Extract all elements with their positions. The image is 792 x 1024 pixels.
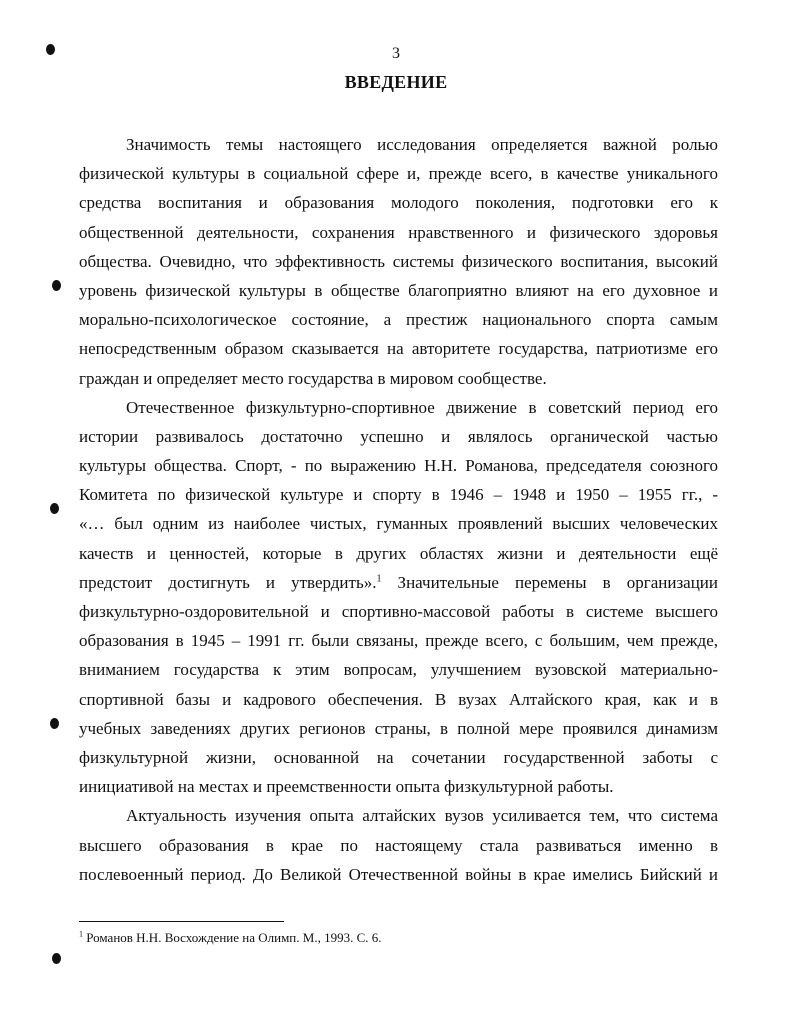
text-line: «… был одним из наиболее чистых, гуманных проявлений высших человеческих bbox=[79, 514, 718, 534]
text-line: общественной деятельности, сохранения нравственного и физического здоровья bbox=[79, 222, 718, 242]
text-line: вниманием государства к этим вопросам, улучшением вузовской материально- bbox=[79, 660, 718, 680]
text-line: Отечественное физкультурно-спортивное движение в советский период его bbox=[126, 397, 718, 417]
text-line: физической культуры в социальной сфере и, прежде всего, в качестве уникального bbox=[79, 164, 718, 184]
text-line: истории развивалось достаточно успешно и являлось органической частью bbox=[79, 426, 718, 446]
text-line: учебных заведениях других регионов страны, в полной мере проявился динамизм bbox=[79, 718, 718, 738]
text-line: Значимость темы настоящего исследования определяется важной ролью bbox=[126, 135, 718, 154]
text-line: спортивной базы и кадрового обеспечения. В вузах Алтайского края, как и в bbox=[79, 689, 718, 709]
sentence-start: Значительные перемены в организации bbox=[397, 572, 719, 592]
footnote-number: 1 bbox=[79, 929, 83, 939]
text-line: морально-психологическое состояние, а престиж национального спорта самым bbox=[79, 310, 718, 330]
text-line: уровень физической культуры в обществе благоприятно влияют на его духовное и bbox=[79, 280, 718, 300]
page-title: ВВЕДЕНИЕ bbox=[344, 72, 448, 92]
text-line: образования в 1945 – 1991 гг. были связаны, прежде всего, с большим, чем прежде, bbox=[79, 631, 718, 651]
text-line: непосредственным образом сказывается на авторитете государства, патриотизме его bbox=[79, 339, 718, 359]
text-line: качеств и ценностей, которые в других областях жизни и деятельности ещё bbox=[79, 543, 718, 563]
footnote bbox=[79, 930, 382, 946]
text-line: послевоенный период. До Великой Отечественной войны в крае имелись Бийский и bbox=[79, 864, 718, 884]
text-line: общества. Очевидно, что эффективность системы физического воспитания, высокий bbox=[79, 251, 718, 271]
text-line: Актуальность изучения опыта алтайских вузов усиливается тем, что система bbox=[126, 806, 718, 826]
page-number: 3 bbox=[392, 45, 400, 62]
footnote-text: Романов Н.Н. Восхождение на Олимп. М., 1993. С. 6. bbox=[86, 930, 382, 945]
footnote-divider bbox=[79, 921, 284, 922]
text-line-with-footnote bbox=[79, 568, 718, 597]
binding-hole-mark bbox=[46, 44, 55, 55]
text-line: физкультурно-оздоровительной и спортивно-массовой работы в системе высшего bbox=[79, 602, 718, 621]
quote-end: предстоит достигнуть и утвердить». bbox=[79, 572, 377, 592]
text-line: Комитета по физической культуре и спорту в 1946 – 1948 и 1950 – 1955 гг., - bbox=[79, 485, 718, 505]
text-line: граждан и определяет место государства в мировом сообществе. bbox=[79, 368, 547, 388]
binding-hole-mark bbox=[52, 953, 61, 964]
binding-hole-mark bbox=[52, 280, 61, 291]
text-line: культуры общества. Спорт, - по выражению Н.Н. Романова, председателя союзного bbox=[79, 456, 718, 476]
text-line: инициативой на местах и преемственности опыта физкультурной работы. bbox=[79, 777, 614, 797]
footnote-reference[interactable]: 1 bbox=[376, 573, 382, 585]
text-line: высшего образования в крае по настоящему стала развиваться именно в bbox=[79, 835, 718, 855]
binding-hole-mark bbox=[50, 503, 59, 514]
text-line: физкультурной жизни, основанной на сочетании государственной заботы с bbox=[79, 747, 718, 767]
body-text bbox=[79, 130, 718, 889]
binding-hole-mark bbox=[50, 718, 59, 729]
text-line: средства воспитания и образования молодого поколения, подготовки его к bbox=[79, 193, 718, 213]
